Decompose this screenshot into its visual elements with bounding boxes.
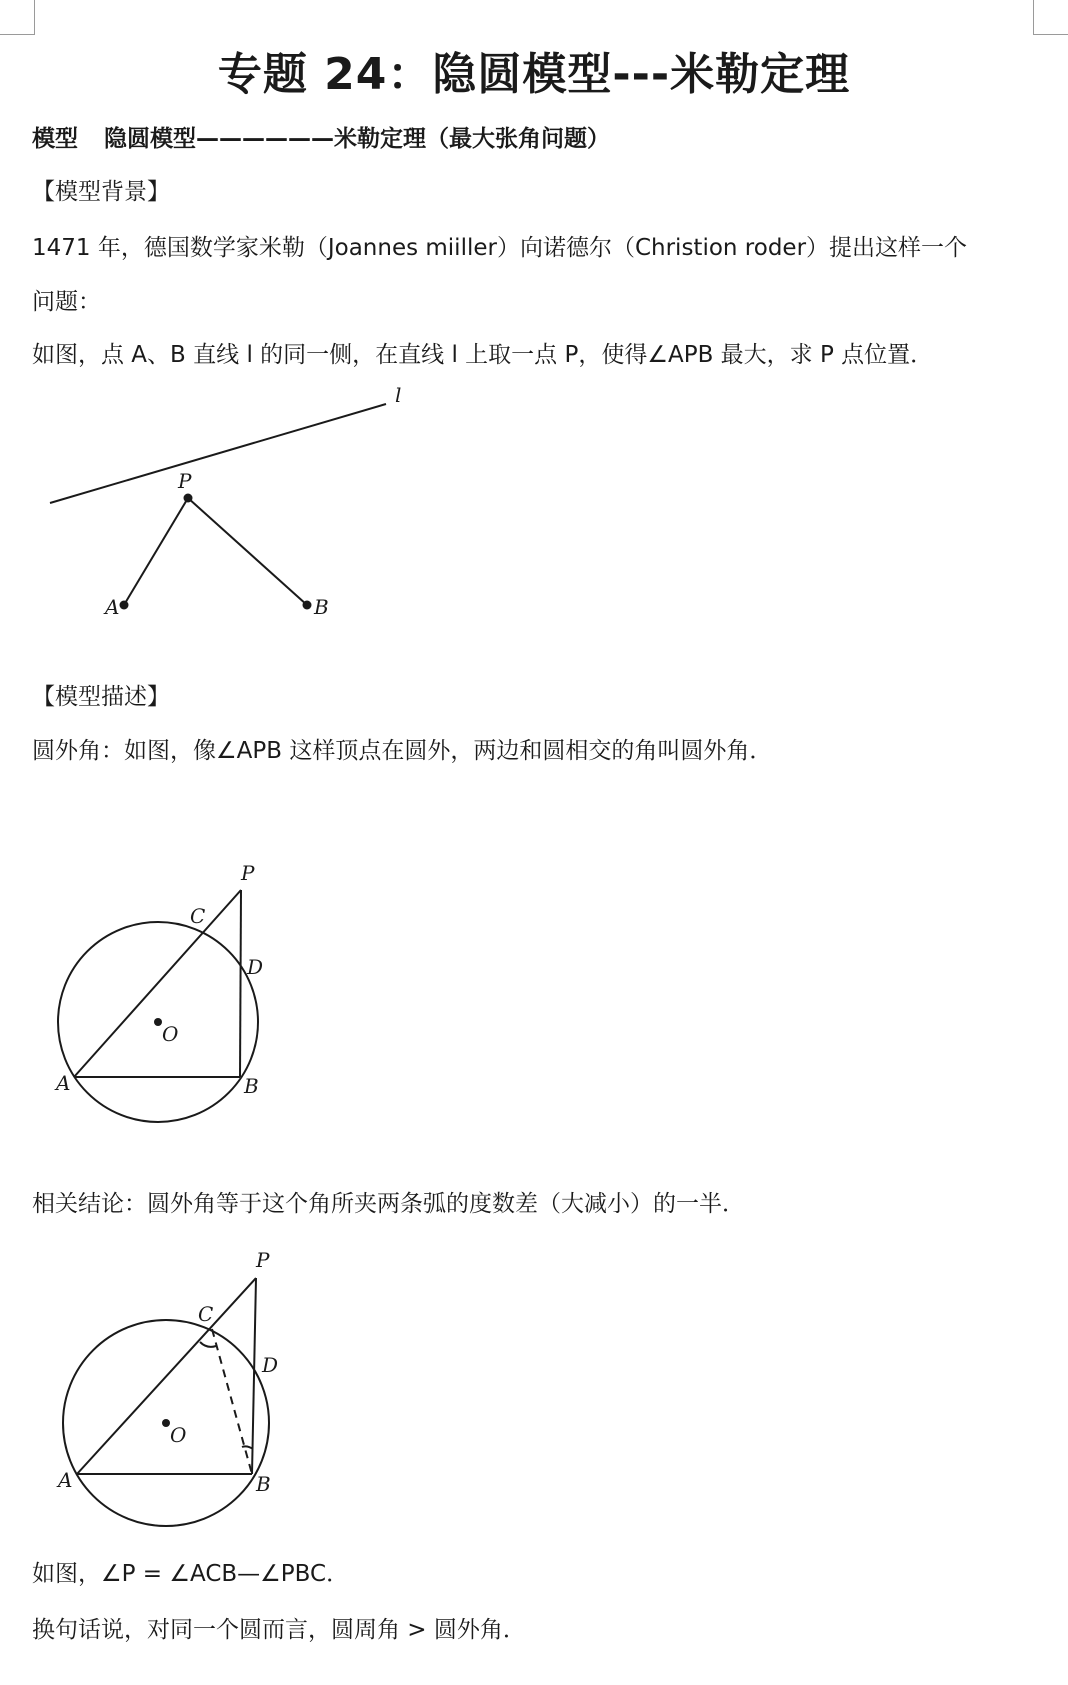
model-heading-text: 隐圆模型——————米勒定理（最大张角问题） (104, 126, 610, 152)
center-o (162, 1419, 170, 1427)
label-a: A (56, 1071, 71, 1095)
label-c: C (190, 904, 206, 928)
label-p: P (178, 469, 192, 493)
figure-angle-relation (0, 1245, 400, 1525)
summary-statement: 换句话说，对同一个圆而言，圆周角 > 圆外角． (32, 1617, 526, 1643)
background-paragraph-line-1: 1471 年，德国数学家米勒（Joannes miiller）向诺德尔（Christion roder）提出这样一个 (32, 235, 968, 261)
center-o (154, 1018, 162, 1026)
point-p (184, 494, 193, 503)
background-paragraph-line-2: 问题： (32, 289, 101, 315)
label-p: P (241, 861, 255, 885)
label-p: P (256, 1248, 270, 1272)
page-corner-mark-right (1033, 0, 1068, 35)
angle-mark-pbc (242, 1446, 253, 1449)
angle-formula: 如图，∠P = ∠ACB—∠PBC． (32, 1561, 350, 1587)
dashed-segment-cb (212, 1329, 252, 1474)
label-a: A (58, 1468, 73, 1492)
label-d: D (262, 1353, 279, 1377)
segment-pa (124, 498, 188, 605)
model-heading (32, 120, 610, 153)
background-heading: 【模型背景】 (32, 179, 170, 205)
label-d: D (247, 955, 264, 979)
label-b: B (256, 1472, 271, 1496)
segment-pb (252, 1278, 256, 1474)
figure-miller-problem (0, 380, 1068, 640)
segment-pb (188, 498, 307, 605)
model-heading-label: 模型 (32, 126, 78, 152)
segment-ap (77, 1278, 256, 1474)
problem-statement: 如图，点 A、B 直线 l 的同一侧，在直线 l 上取一点 P，使得∠APB 最大，求 P 点位置． (32, 342, 934, 368)
figure-external-angle (0, 850, 400, 1130)
label-a: A (105, 595, 120, 619)
label-b: B (244, 1074, 259, 1098)
label-o: O (162, 1022, 179, 1046)
page-corner-mark-left (0, 0, 35, 35)
line-l (50, 404, 386, 503)
label-c: C (198, 1302, 214, 1326)
label-o: O (170, 1423, 187, 1447)
label-l: l (395, 383, 402, 407)
point-a (120, 601, 129, 610)
related-conclusion: 相关结论：圆外角等于这个角所夹两条弧的度数差（大减小）的一半． (32, 1191, 745, 1217)
description-heading: 【模型描述】 (32, 684, 170, 710)
point-b (303, 601, 312, 610)
segment-ap (74, 890, 241, 1077)
external-angle-definition: 圆外角：如图，像∠APB 这样顶点在圆外，两边和圆相交的角叫圆外角． (32, 738, 773, 764)
angle-mark-acb (200, 1342, 216, 1347)
page-title: 专题 24：隐圆模型---米勒定理 (217, 49, 851, 100)
segment-pb (240, 890, 241, 1077)
label-b: B (314, 595, 329, 619)
